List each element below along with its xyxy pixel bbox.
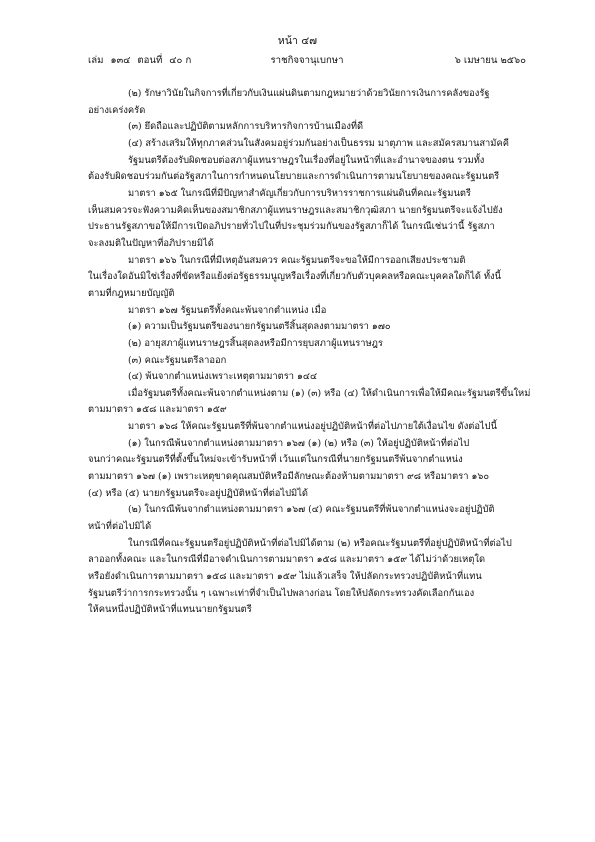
text-line: ประธานรัฐสภาขอให้มีการเปิดอภิปรายทั่วไปในที่ประชุมร่วมกันของรัฐสภาก็ได้ ในกรณีเช่นว่านี้ รัฐสภา (88, 221, 495, 233)
publication-name: ราชกิจจานุเบกษา (270, 55, 344, 66)
text-line: มาตรา ๑๖๗ รัฐมนตรีทั้งคณะพ้นจากตำแหน่ง เมื่อ (128, 304, 327, 316)
text-line: ให้คนหนึ่งปฏิบัติหน้าที่แทนนายกรัฐมนตรี (88, 604, 252, 616)
text-line: จนกว่าคณะรัฐมนตรีที่ตั้งขึ้นใหม่จะเข้ารับหน้าที่ เว้นแต่ในกรณีที่นายกรัฐมนตรีพ้นจากตำแหน่ง (88, 454, 463, 466)
text-line: หน้าที่ต่อไปมิได้ (88, 521, 152, 533)
text-line: ต้องรับผิดชอบร่วมกันต่อรัฐสภาในการกำหนดนโยบายและการดำเนินการตามนโยบายของคณะรัฐมนตรี (88, 171, 500, 183)
text-line: รัฐมนตรีต้องรับผิดชอบต่อสภาผู้แทนราษฎรในเรื่องที่อยู่ในหน้าที่และอำนาจของตน รวมทั้ง (128, 154, 485, 166)
volume-label: เล่ม (88, 55, 104, 66)
issue-number: ๔๐ ก (169, 55, 192, 66)
text-line: (๑) ในกรณีพ้นจากตำแหน่งตามมาตรา ๑๖๗ (๑) (๒) หรือ (๓) ให้อยู่ปฏิบัติหน้าที่ต่อไป (128, 437, 470, 449)
text-line: เมื่อรัฐมนตรีทั้งคณะพ้นจากตำแหน่งตาม (๑) (๓) หรือ (๔) ให้ดำเนินการเพื่อให้มีคณะรัฐมนตรีขึ้นใหม่ (128, 387, 531, 399)
text-line: ตามมาตรา ๑๖๗ (๑) เพราะเหตุขาดคุณสมบัติหรือมีลักษณะต้องห้ามตามมาตรา ๙๘ หรือมาตรา ๑๖๐ (88, 471, 490, 483)
publication-date: ๖ เมษายน ๒๕๖๐ (454, 55, 526, 66)
text-line: ตามมาตรา ๑๕๘ และมาตรา ๑๕๙ (88, 404, 227, 416)
text-line: ในกรณีที่คณะรัฐมนตรีอยู่ปฏิบัติหน้าที่ต่อไปมิได้ตาม (๒) หรือคณะรัฐมนตรีที่อยู่ปฏิบัติหน้าที่ต่อไป (128, 537, 512, 549)
text-line: อย่างเคร่งครัด (88, 104, 146, 116)
text-line: เห็นสมควรจะฟังความคิดเห็นของสมาชิกสภาผู้แทนราษฎรและสมาชิกวุฒิสภา นายกรัฐมนตรีจะแจ้งไปยัง (88, 204, 503, 216)
volume-number: ๑๓๔ (110, 55, 131, 66)
text-line: ในเรื่องใดอันมิใช่เรื่องที่ขัดหรือแย้งต่อรัฐธรรมนูญหรือเรื่องที่เกี่ยวกับตัวบุคคลหรือคณะบุคคลใดก็ได้ ทั้งนี้ (88, 271, 501, 283)
text-line: (๔) พ้นจากตำแหน่งเพราะเหตุตามมาตรา ๑๔๔ (128, 371, 318, 383)
text-line: รัฐมนตรีว่าการกระทรวงนั้น ๆ เฉพาะเท่าที่จำเป็นไปพลางก่อน โดยให้ปลัดกระทรวงคัดเลือกกันเอง (88, 587, 475, 599)
issue-label: ตอนที่ (137, 55, 163, 66)
gazette-header (88, 54, 526, 68)
text-line: ตามที่กฎหมายบัญญัติ (88, 287, 175, 299)
text-line: (๔) สร้างเสริมให้ทุกภาคส่วนในสังคมอยู่ร่วมกันอย่างเป็นธรรม มาตุภาพ และสมัครสมานสามัคคี (128, 137, 509, 149)
text-line: (๑) ความเป็นรัฐมนตรีของนายกรัฐมนตรีสิ้นสุดลงตามมาตรา ๑๗๐ (128, 321, 391, 333)
text-line: (๒) รักษาวินัยในกิจการที่เกี่ยวกับเงินแผ่นดินตามกฎหมายว่าด้วยวินัยการเงินการคลังของรัฐ (128, 88, 490, 99)
text-line: (๒) อายุสภาผู้แทนราษฎรสิ้นสุดลงหรือมีการยุบสภาผู้แทนราษฎร (128, 337, 383, 349)
text-line: มาตรา ๑๖๕ ในกรณีที่มีปัญหาสำคัญเกี่ยวกับการบริหารราชการแผ่นดินที่คณะรัฐมนตรี (128, 187, 471, 199)
document-body (88, 86, 530, 619)
text-line: (๒) ในกรณีพ้นจากตำแหน่งตามมาตรา ๑๖๗ (๔) คณะรัฐมนตรีที่พ้นจากตำแหน่งจะอยู่ปฏิบัติ (128, 504, 495, 516)
text-line: มาตรา ๑๖๖ ในกรณีที่มีเหตุอันสมควร คณะรัฐมนตรีจะขอให้มีการออกเสียงประชามติ (128, 254, 466, 266)
page-number: หน้า ๔๗ (277, 35, 318, 47)
text-line: ลาออกทั้งคณะ และในกรณีที่มีอาจดำเนินการตามมาตรา ๑๕๘ และมาตรา ๑๕๙ ได้ไม่ว่าด้วยเหตุใด (88, 554, 486, 566)
text-line: (๔) หรือ (๕) นายกรัฐมนตรีจะอยู่ปฏิบัติหน้าที่ต่อไปมิได้ (88, 487, 308, 499)
text-line: (๓) คณะรัฐมนตรีลาออก (128, 354, 227, 366)
text-line: มาตรา ๑๖๘ ให้คณะรัฐมนตรีที่พ้นจากตำแหน่งอยู่ปฏิบัติหน้าที่ต่อไปภายใต้เงื่อนไข ดังต่อไปนี้ (128, 421, 497, 433)
text-line: (๓) ยึดถือและปฏิบัติตามหลักการบริหารกิจการบ้านเมืองที่ดี (128, 121, 364, 133)
text-line: หรือยังดำเนินการตามมาตรา ๑๕๘ และมาตรา ๑๕๙ ไม่แล้วเสร็จ ให้ปลัดกระทรวงปฏิบัติหน้าที่แทน (88, 571, 482, 583)
text-line: จะลงมติในปัญหาที่อภิปรายมิได้ (88, 237, 214, 249)
